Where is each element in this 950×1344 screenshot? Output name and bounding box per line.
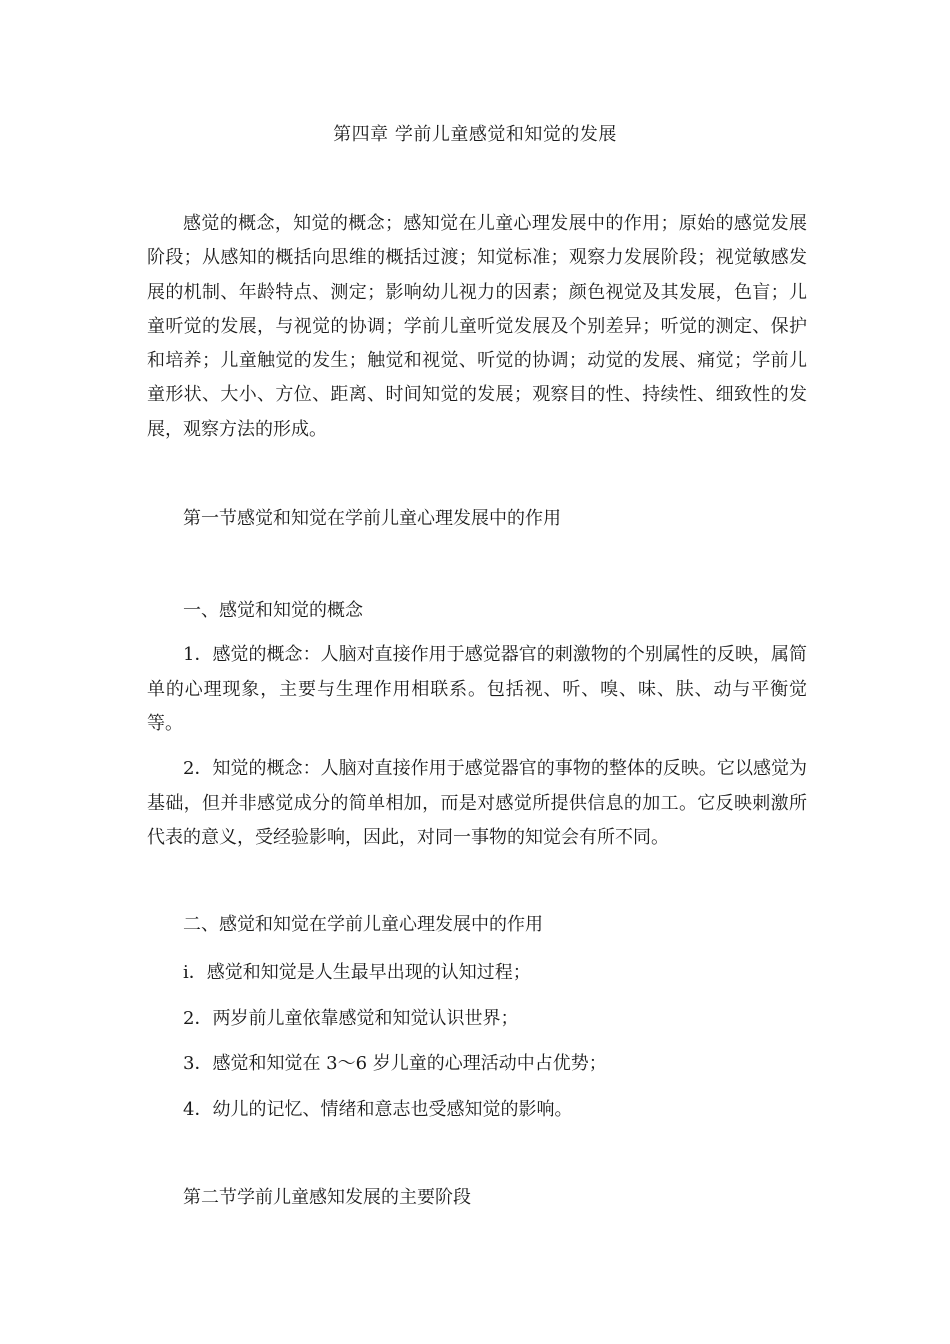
list-item: 2．两岁前儿童依靠感觉和知觉认识世界；: [183, 1008, 519, 1029]
list-item: 3．感觉和知觉在 3～6 岁儿童的心理活动中占优势；: [183, 1053, 607, 1074]
section-2-title: 第二节学前儿童感知发展的主要阶段: [183, 1187, 471, 1208]
chapter-title: 第四章 学前儿童感觉和知觉的发展: [333, 124, 617, 145]
list-item: 4．幼儿的记忆、情绪和意志也受感知觉的影响。: [183, 1099, 573, 1120]
paragraph-perception-concept: 2．知觉的概念：人脑对直接作用于感觉器官的事物的整体的反映。它以感觉为基础，但并非感觉成分的简单相加，而是对感觉所提供信息的加工。它反映刺激所代表的意义，受经验影响，因此，对同一事物的知觉会有所不同。: [147, 758, 807, 848]
part-2-heading: 二、感觉和知觉在学前儿童心理发展中的作用: [183, 914, 543, 935]
list-item: i．感觉和知觉是人生最早出现的认知过程；: [183, 962, 531, 983]
part-1-heading: 一、感觉和知觉的概念: [183, 600, 363, 621]
section-1-title: 第一节感觉和知觉在学前儿童心理发展中的作用: [183, 508, 561, 529]
paragraph-sensation-concept: 1．感觉的概念：人脑对直接作用于感觉器官的刺激物的个别属性的反映，属简单的心理现象，主要与生理作用相联系。包括视、听、嗅、味、肤、动与平衡觉等。: [147, 644, 807, 734]
chapter-summary: 感觉的概念，知觉的概念；感知觉在儿童心理发展中的作用；原始的感觉发展阶段；从感知的概括向思维的概括过渡；知觉标准；观察力发展阶段；视觉敏感发展的机制、年龄特点、测定；影响幼儿视力的因素；颜色视觉及其发展，色盲；儿童听觉的发展，与视觉的协调；学前儿童听觉发展及个别差异；听觉的测定、保护和培养；儿童触觉的发生；触觉和视觉、听觉的协调；动觉的发展、痛觉；学前儿童形状、大小、方位、距离、时间知觉的发展；观察目的性、持续性、细致性的发展，观察方法的形成。: [147, 213, 807, 440]
